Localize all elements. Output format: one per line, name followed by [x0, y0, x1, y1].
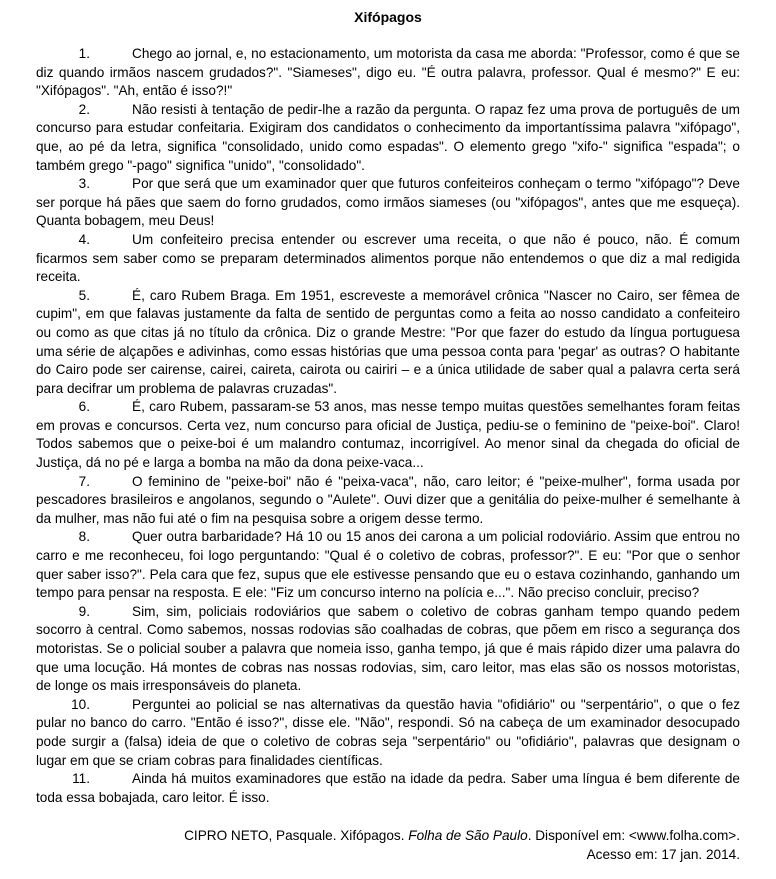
paragraph-text: Por que será que um examinador quer que futuros confeiteiros conheçam o termo "xifópago"? Deve ser porque há pães que saem do forno grudados, como irmãos siameses (ou "xifópagos", antes que me esqueça). Quanta bobagem, meu Deus!: [36, 176, 740, 229]
paragraph-number: 5.: [78, 287, 90, 303]
paragraph-number: 8.: [78, 529, 90, 545]
paragraph-text: Ainda há muitos examinadores que estão na idade da pedra. Saber uma língua é bem diferente de toda essa bobajada, caro leitor. É isso.: [36, 771, 740, 805]
paragraph: [36, 473, 740, 529]
paragraph-text: Quer outra barbaridade? Há 10 ou 15 anos dei carona a um policial rodoviário. Assim que entrou no carro e me reconheceu, foi logo perguntando: "Qual é o coletivo de cobras, professor?". E eu: "Por que o senhor quer saber isso?". Pela cara que fez, supus que ele estivesse pensando que eu o estava cozinhando, ganhando um tempo para pensar na resposta. E ele: "Fiz um concurso interno na polícia e...". Não preciso concluir, preciso?: [36, 529, 740, 601]
paragraph-text: É, caro Rubem, passaram-se 53 anos, mas nesse tempo muitas questões semelhantes foram feitas em provas e concursos. Certa vez, num concurso para oficial de Justiça, pediu-se o feminino de "peixe-boi". Claro! Todos sabemos que o peixe-boi é um malandro contumaz, incorrigível. Ao menor sinal da chegada do oficial de Justiça, dá no pé e larga a bomba na mão da dona peixe-vaca...: [36, 399, 740, 471]
paragraph-number: 6.: [78, 399, 90, 415]
paragraph-text: O feminino de "peixe-boi" não é "peixa-vaca", não, caro leitor; é "peixe-mulher", forma usada por pescadores brasileiros e angolanos, segundo o "Aulete". Ouvi dizer que a genitália do peixe-mulher é semelhante à da mulher, mas não fui até o fim na pesquisa sobre a origem desse termo.: [36, 473, 740, 526]
paragraph: [36, 603, 740, 696]
paragraph-text: Não resisti à tentação de pedir-lhe a razão da pergunta. O rapaz fez uma prova de português de um concurso para estudar confeitaria. Exigiram dos candidatos o conhecimento da importantíssima palavra "xifópago", que, ao pé da letra, significa "consolidado, unido como espadas". O elemento grego "xifo-" significa "espada"; o também grego "-pago" significa "unido", "consolidado".: [36, 101, 740, 173]
paragraph-number: 9.: [78, 603, 90, 619]
paragraph: [36, 287, 740, 399]
paragraph-number: 7.: [78, 473, 90, 489]
paragraph-number: 11.: [72, 771, 90, 787]
paragraph: [36, 175, 740, 231]
citation-author: CIPRO NETO, Pasquale. Xifópagos.: [184, 828, 405, 844]
paragraph-text: Perguntei ao policial se nas alternativas da questão havia "ofidiário" ou "serpentário", o que o fez pular no banco do carro. "Então é isso?", disse ele. "Não", respondi. Só na cabeça de um examinador desocupado pode surgir a (falsa) ideia de que o coletivo de cobras seja "serpentário" ou "ofidiário", palavras que designam o lugar em que se criam cobras para finalidades científicas.: [36, 696, 740, 768]
article-body: [36, 45, 740, 807]
paragraph-number: 4.: [78, 231, 90, 247]
paragraph-text: É, caro Rubem Braga. Em 1951, escreveste a memorável crônica "Nascer no Cairo, ser fêmea de cupim", em que falavas justamente da falta de sentido de perguntas como a feita ao nosso candidato a confeiteiro ou como as que citas já no título da crônica. Diz o grande Mestre: "Por que fazer do estudo da língua portuguesa uma série de alçapões e adivinhas, como essas histórias que uma pessoa conta para 'pegar' as outras? O habitante do Cairo pode ser cairense, cairei, caireta, cairota ou cairiri – e a única utilidade de saber qual a palavra certa será para decifrar um problema de palavras cruzadas".: [36, 287, 740, 396]
paragraph: [36, 231, 740, 287]
paragraph-text: Um confeiteiro precisa entender ou escrever uma receita, o que não é pouco, não. É comum ficarmos sem saber como se preparam determinados alimentos porque não entendemos o que diz a mal redigida receita.: [36, 231, 740, 285]
paragraph: [36, 101, 740, 175]
paragraph: [36, 398, 740, 472]
citation-publication: Folha de São Paulo: [408, 828, 528, 844]
citation-availability: . Disponível em: <www.folha.com>.: [527, 828, 740, 844]
paragraph: [36, 528, 740, 602]
paragraph-number: 1.: [78, 46, 90, 61]
paragraph: [36, 696, 740, 770]
paragraph-number: 10.: [71, 696, 90, 712]
document-title: Xifópagos: [354, 9, 422, 25]
source-citation: [36, 826, 740, 864]
paragraph: [36, 45, 740, 101]
paragraph: [36, 770, 740, 807]
paragraph-number: 2.: [78, 101, 90, 117]
citation-access-date: Acesso em: 17 jan. 2014.: [586, 847, 740, 863]
paragraph-text: Chego ao jornal, e, no estacionamento, um motorista da casa me aborda: "Professor, como é que se diz quando irmãos nascem grudados?". "Siameses", digo eu. "É outra palavra, professor. Qual é mesmo?" E eu: "Xifópagos". "Ah, então é isso?!": [36, 46, 740, 99]
paragraph-number: 3.: [78, 176, 90, 192]
paragraph-text: Sim, sim, policiais rodoviários que sabem o coletivo de cobras ganham tempo quando pedem socorro à central. Como sabemos, nossas rodovias são coalhadas de cobras, que põem em risco a segurança dos motoristas. Se o policial souber a palavra que nomeia isso, ganha tempo, já que é mais rápido dizer uma palavra do que uma locução. Há montes de cobras nas nossas rodovias, sim, caro leitor, mas elas são os nossos motoristas, de longe os mais irresponsáveis do planeta.: [36, 603, 740, 694]
